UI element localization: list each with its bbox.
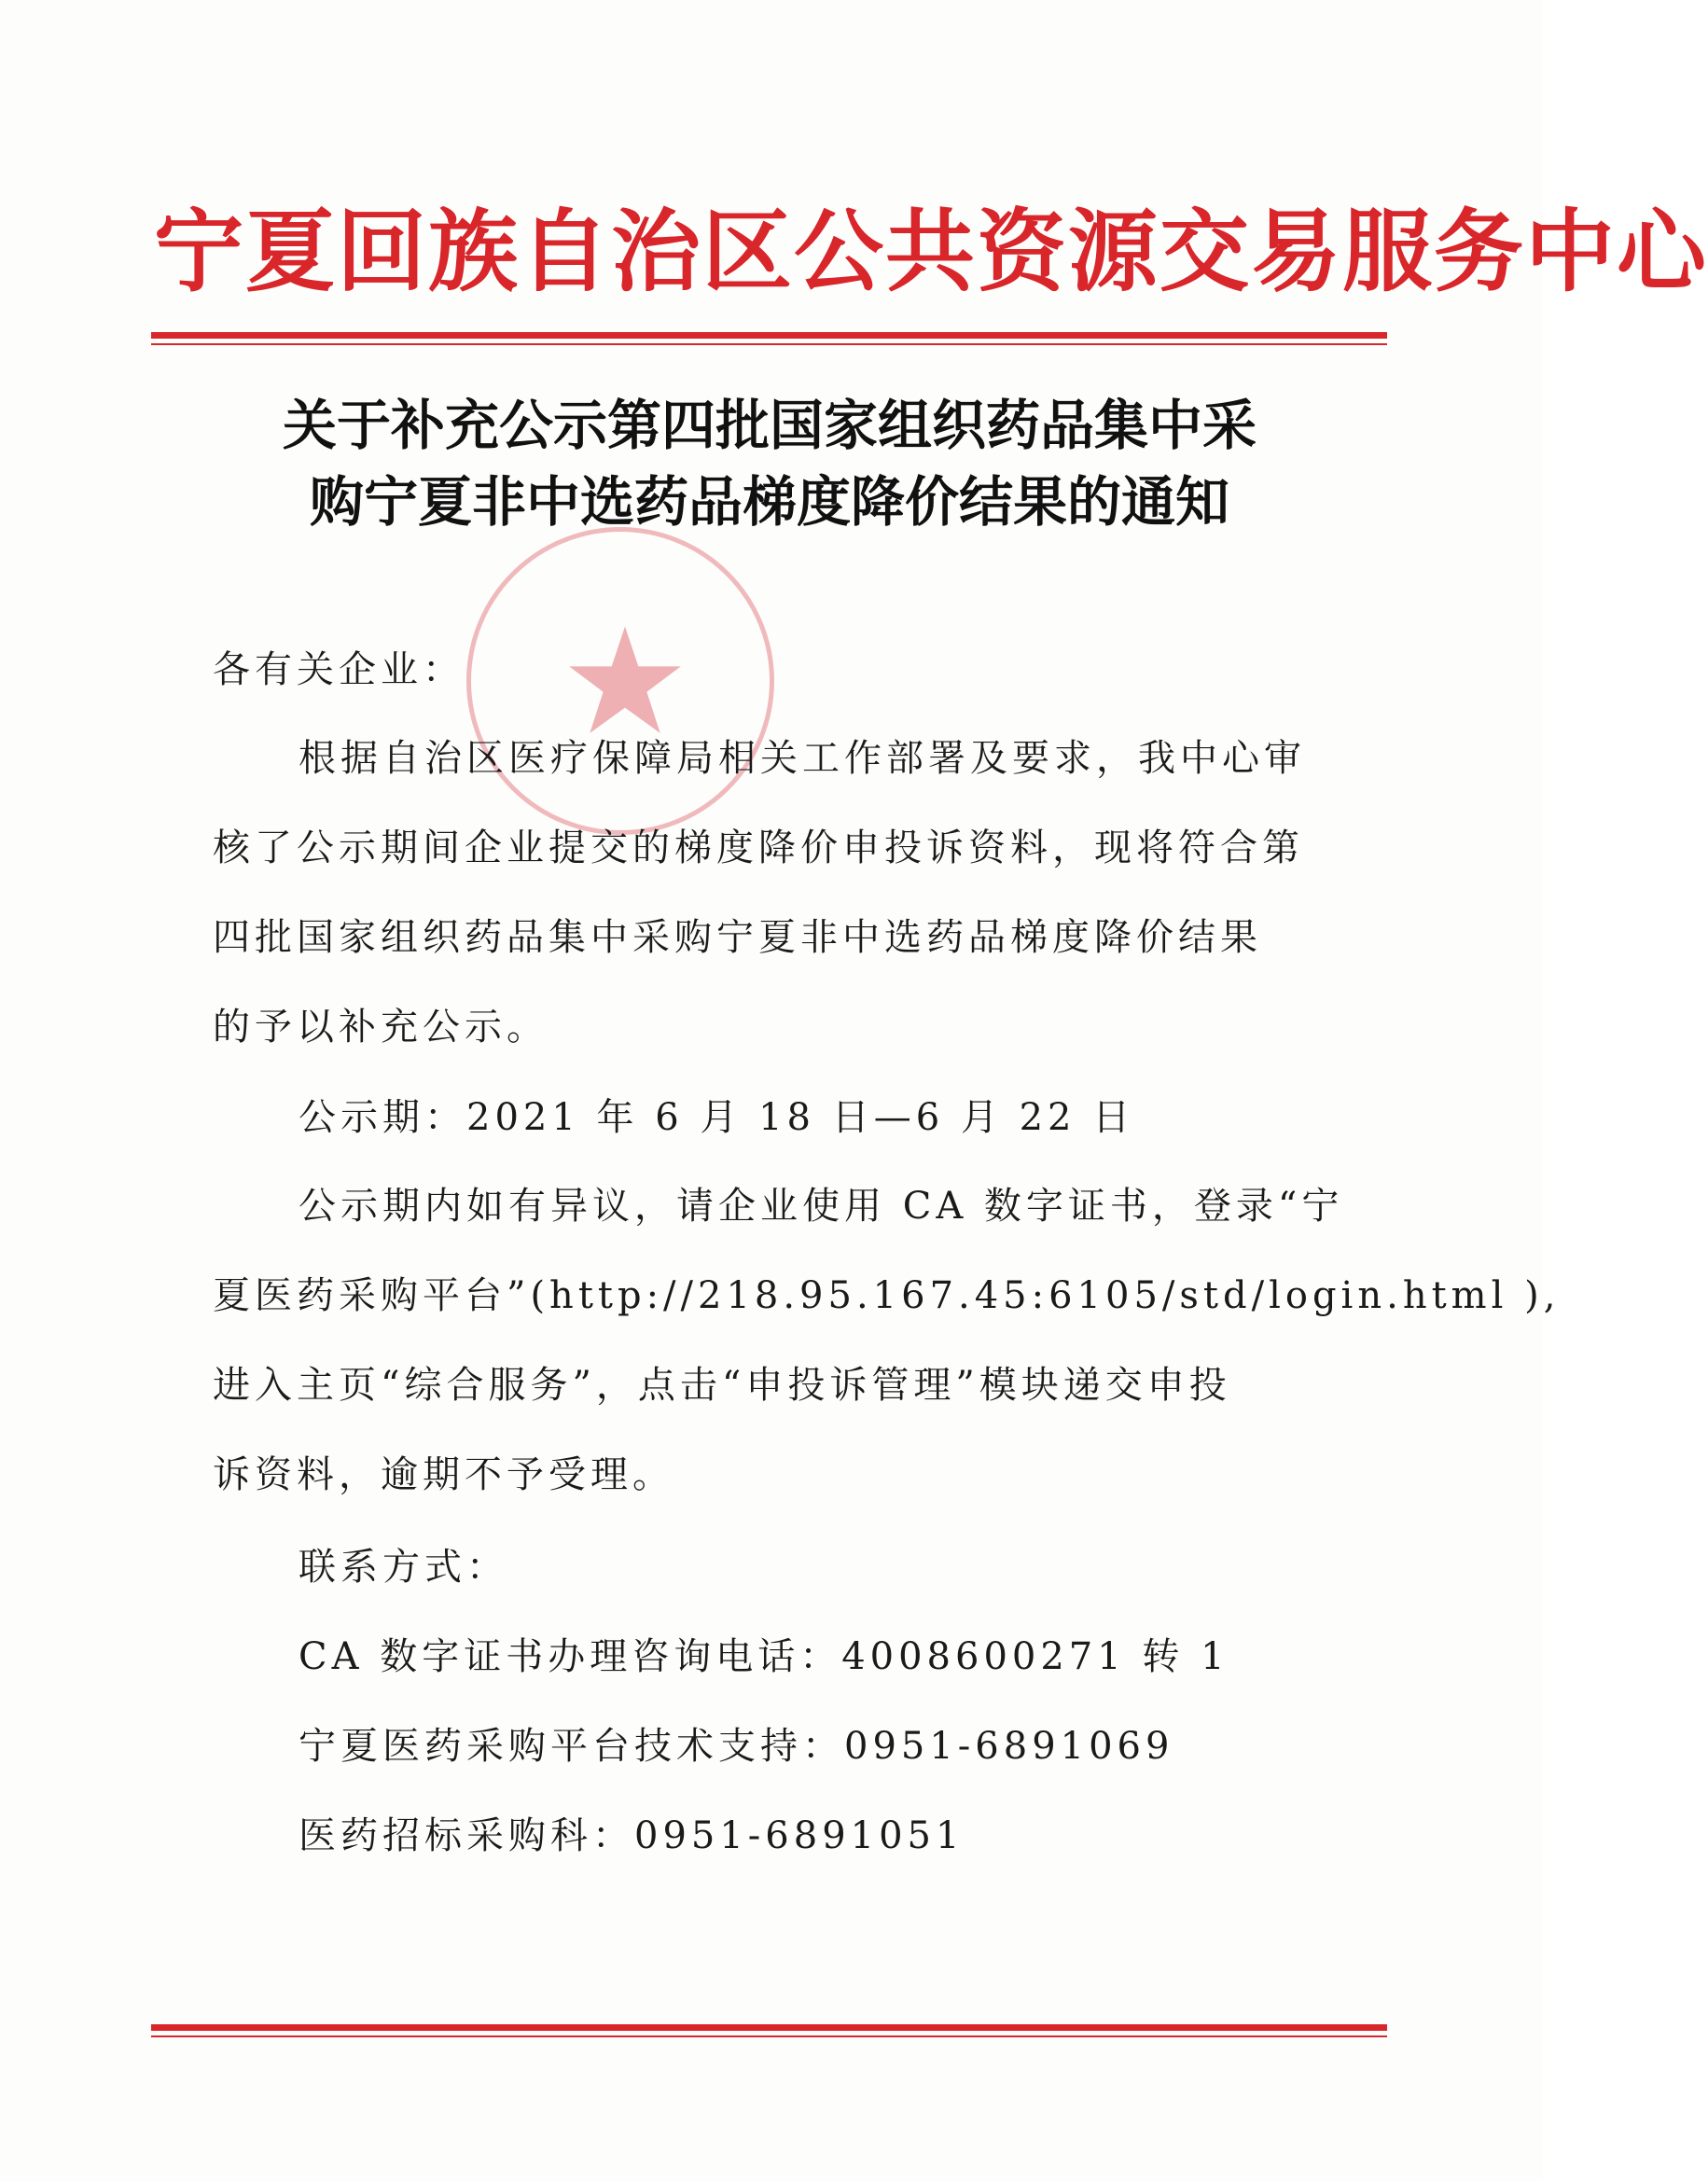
contact-procurement-dept: 医药招标采购科：0951-6891051 <box>299 1814 965 1857</box>
rule-thick-line <box>151 332 1387 339</box>
paragraph-basis <box>213 714 1306 1072</box>
header-red-rule <box>151 332 1387 345</box>
publicity-period: 公示期：2021 年 6 月 18 日—6 月 22 日 <box>299 1096 1135 1139</box>
paragraph-line: 诉资料，逾期不予受理。 <box>213 1453 674 1496</box>
notice-title-line-2: 购宁夏非中选药品梯度降价结果的通知 <box>309 470 1229 534</box>
footer-red-rule <box>151 2024 1387 2037</box>
contact-platform-support: 宁夏医药采购平台技术支持：0951-6891069 <box>299 1725 1174 1768</box>
paragraph-line: 根据自治区医疗保障局相关工作部署及要求，我中心审 <box>299 737 1306 780</box>
notice-title <box>187 387 1353 540</box>
paragraph-line-url: 夏医药采购平台”(http://218.95.167.45:6105/std/login.html ), <box>213 1274 1561 1317</box>
paragraph-line: 的予以补充公示。 <box>213 1006 549 1049</box>
rule-thin-line <box>151 343 1387 345</box>
contacts-heading: 联系方式： <box>299 1546 508 1589</box>
paragraph-line: 公示期内如有异议，请企业使用 CA 数字证书，登录“宁 <box>299 1185 1344 1228</box>
contact-ca-phone: CA 数字证书办理咨询电话：4008600271 转 1 <box>299 1635 1229 1678</box>
paragraph-line: 四批国家组织药品集中采购宁夏非中选药品梯度降价结果 <box>213 916 1262 959</box>
rule-thick-line <box>151 2024 1387 2031</box>
salutation: 各有关企业： <box>213 648 465 691</box>
notice-title-line-1: 关于补充公示第四批国家组织药品集中采 <box>282 394 1257 457</box>
paragraph-objection <box>213 1161 1561 1520</box>
rule-thin-line <box>151 2035 1387 2037</box>
paragraph-line: 进入主页“综合服务”，点击“申投诉管理”模块递交申投 <box>213 1364 1231 1407</box>
org-header-title: 宁夏回族自治区公共资源交易服务中心 <box>154 199 1708 304</box>
contact-section <box>213 1522 1285 1881</box>
paragraph-line: 核了公示期间企业提交的梯度降价申投诉资料，现将符合第 <box>213 827 1304 869</box>
